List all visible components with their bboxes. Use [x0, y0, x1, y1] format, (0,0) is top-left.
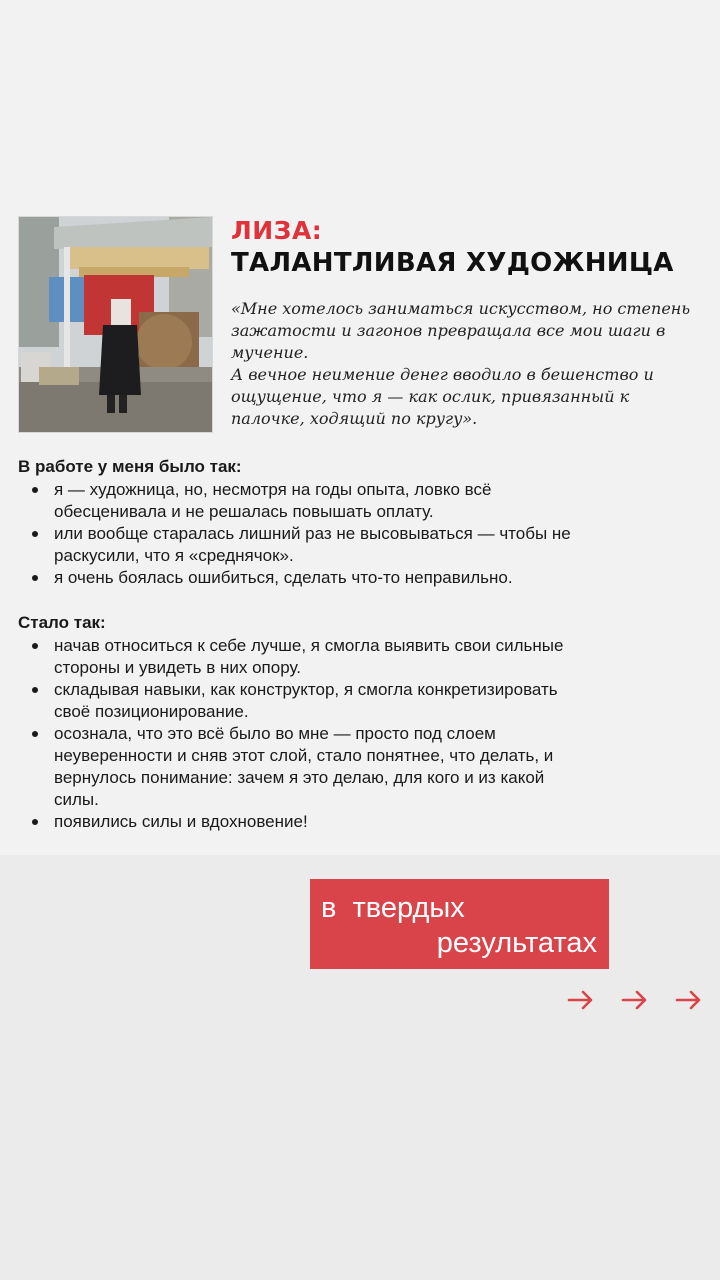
- before-heading: В работе у меня было так:: [18, 457, 242, 476]
- portrait-photo: [18, 216, 213, 433]
- after-heading: Стало так:: [18, 613, 106, 632]
- quote-paragraph: А вечное неимение денег вводило в бешенство и ощущение, что я — как ослик, привязанный к палочке, ходящий по кругу».: [231, 365, 654, 428]
- results-banner[interactable]: [310, 879, 609, 969]
- list-item: я — художница, но, несмотря на годы опыта, ловко всё обесценивала и не решалась повышать оплату.: [18, 479, 578, 523]
- quote-paragraph: «Мне хотелось заниматься искусством, но степень зажатости и загонов превращала все мои шаги в мучение.: [231, 299, 691, 362]
- list-item: начав относиться к себе лучше, я смогла выявить свои сильные стороны и увидеть в них опору.: [18, 635, 578, 679]
- list-item: осознала, что это всё было во мне — просто под слоем неуверенности и сняв этот слой, стало понятнее, что делать, и вернулось понимание: зачем я это делаю, для кого и из какой силы.: [18, 723, 578, 811]
- after-section: [18, 612, 578, 833]
- client-name: ЛИЗА:: [231, 216, 323, 245]
- client-headline: ТАЛАНТЛИВАЯ ХУДОЖНИЦА: [231, 248, 674, 278]
- next-arrows[interactable]: [566, 985, 706, 1015]
- results-banner-line2: результатах: [436, 927, 597, 959]
- list-item: складывая навыки, как конструктор, я смогла конкретизировать своё позиционирование.: [18, 679, 578, 723]
- list-item: я очень боялась ошибиться, сделать что-то неправильно.: [18, 567, 578, 589]
- list-item: или вообще старалась лишний раз не высовываться — чтобы не раскусили, что я «среднячок».: [18, 523, 578, 567]
- after-list: [18, 635, 578, 833]
- arrow-right-icon: [620, 985, 650, 1015]
- list-item: появились силы и вдохновение!: [18, 811, 578, 833]
- results-banner-line1: в твердых: [321, 892, 465, 924]
- before-section: [18, 456, 578, 589]
- arrow-right-icon: [566, 985, 596, 1015]
- before-list: [18, 479, 578, 589]
- arrow-right-icon: [674, 985, 704, 1015]
- testimonial-quote: [231, 298, 706, 430]
